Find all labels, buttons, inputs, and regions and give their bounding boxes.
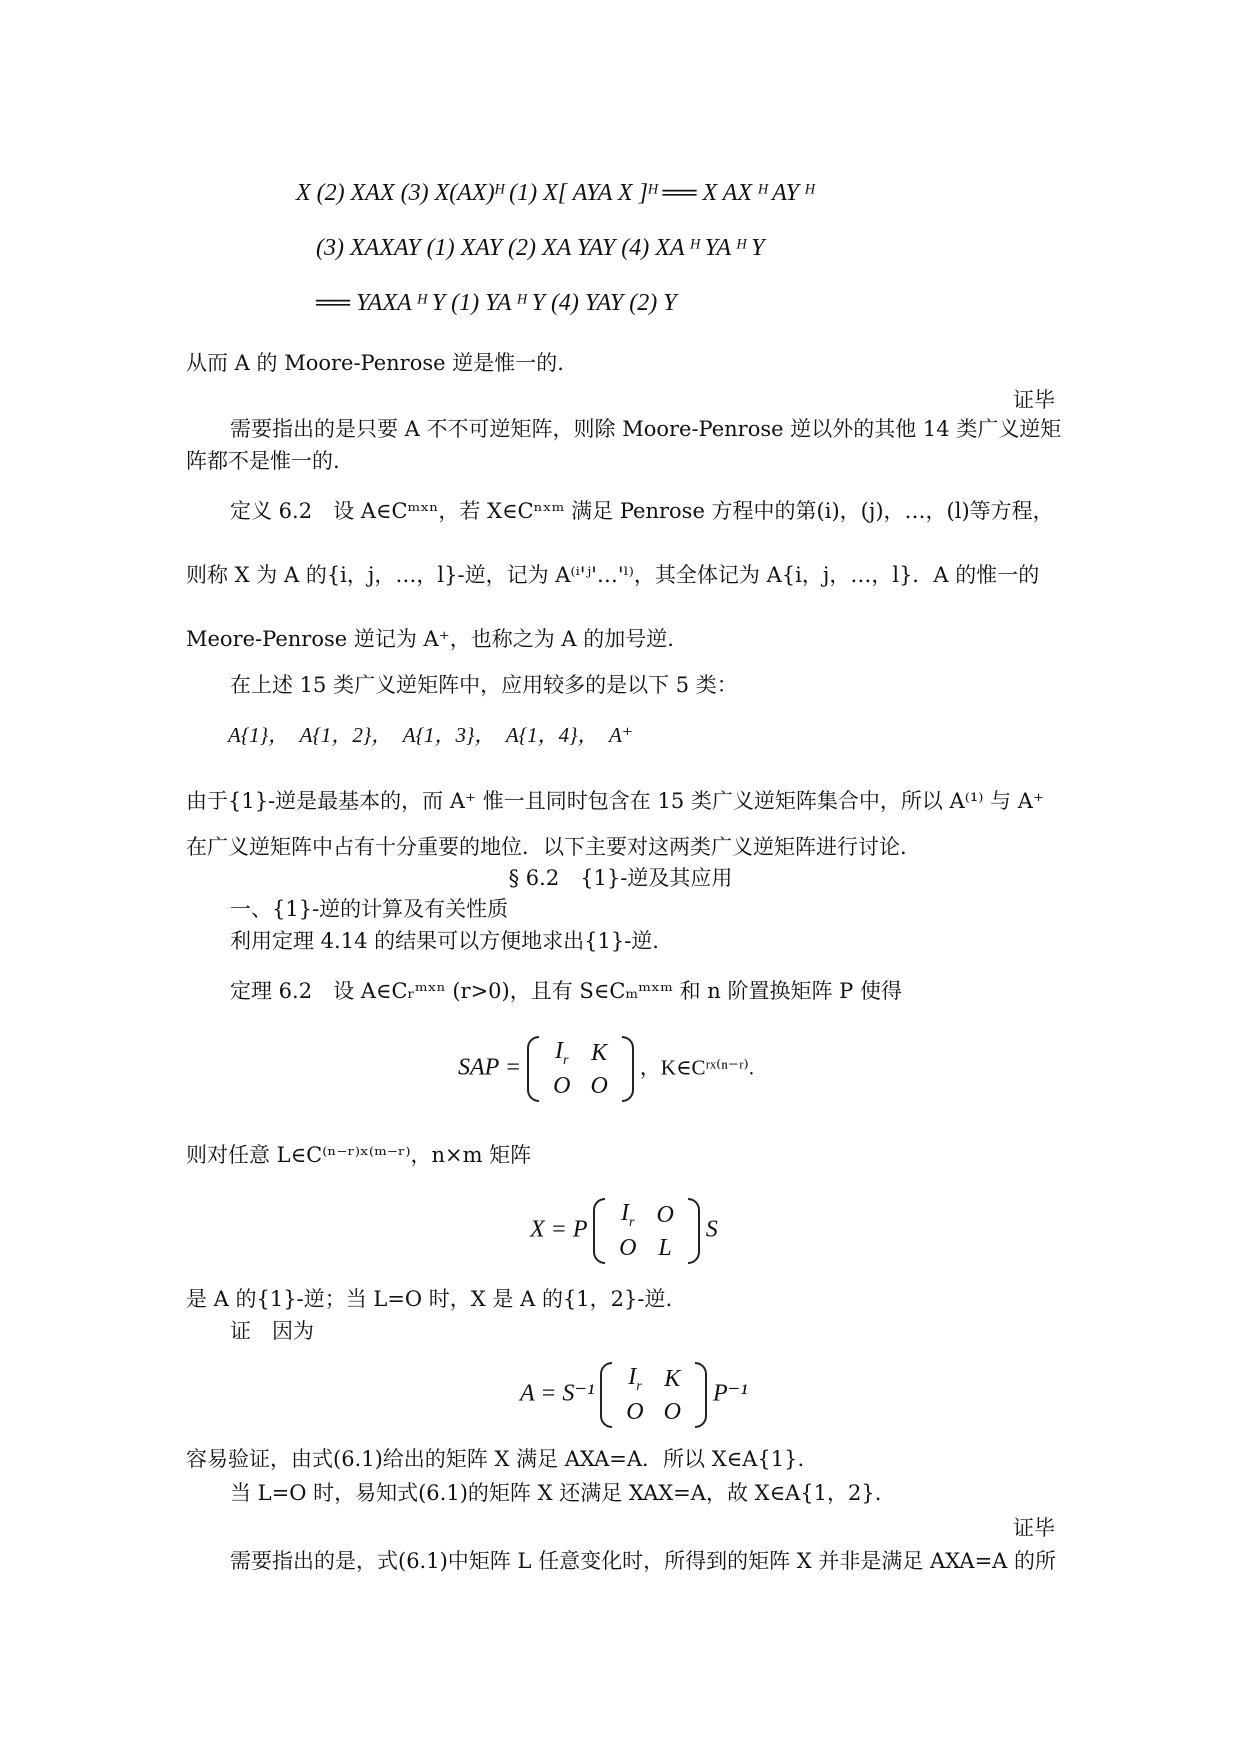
- proof-chain-line-3: ══ YAXA ᴴ Y (1) YA ᴴ Y (4) YAY (2) Y: [316, 290, 677, 316]
- m1-cell-22: O: [590, 1072, 608, 1099]
- m3-cell-21: O: [626, 1398, 644, 1425]
- m1-cell-11: $I_r$: [555, 1038, 569, 1068]
- matrix-block-1: [527, 1036, 634, 1102]
- m1-cell-21: O: [553, 1072, 571, 1099]
- equation-sap-rhs: ，K∈Cʳˣ⁽ⁿ⁻ʳ⁾.: [639, 1055, 754, 1080]
- use-theorem-text: 利用定理 4.14 的结果可以方便地求出{1}-逆.: [230, 929, 659, 953]
- m1-cell-12: K: [591, 1039, 608, 1066]
- m2-cell-21: O: [619, 1234, 637, 1261]
- m3-cell-12: K: [664, 1365, 681, 1392]
- equation-sap-lhs: SAP =: [458, 1054, 522, 1081]
- five-classes-list: A{1}， A{1，2}， A{1，3}， A{1，4}， A⁺: [228, 723, 633, 747]
- definition-line-3: Meore-Penrose 逆记为 A⁺，也称之为 A 的加号逆.: [186, 627, 674, 651]
- proof-chain-line-2: (3) XAXAY (1) XAY (2) XA YAY (4) XA ᴴ YA ᴴ Y: [316, 235, 765, 261]
- equation-x: [530, 1198, 718, 1264]
- m2-cell-12: O: [656, 1201, 674, 1228]
- is-1-inverse-text: 是 A 的{1}-逆；当 L=O 时，X 是 A 的{1，2}-逆.: [186, 1287, 673, 1311]
- note-paragraph-line-1: 需要指出的是只要 A 不不可逆矩阵，则除 Moore-Penrose 逆以外的其他 14 类广义逆矩: [230, 417, 1062, 441]
- basic-line-1: 由于{1}-逆是最基本的，而 A⁺ 惟一且同时包含在 15 类广义逆矩阵集合中，所以 A⁽¹⁾ 与 A⁺: [186, 789, 1045, 813]
- last-paragraph-line: 需要指出的是，式(6.1)中矩阵 L 任意变化时，所得到的矩阵 X 并非是满足 AXA=A 的所: [230, 1549, 1057, 1573]
- note-paragraph-line-2: 阵都不是惟一的.: [186, 449, 340, 473]
- proof-start: 证 因为: [230, 1319, 314, 1343]
- five-classes-intro: 在上述 15 类广义逆矩阵中，应用较多的是以下 5 类：: [230, 673, 738, 697]
- matrix-block-2: [593, 1198, 700, 1264]
- equation-sap: [458, 1036, 754, 1102]
- equation-a-lhs: A = S⁻¹: [520, 1380, 595, 1407]
- conclusion-text: 从而 A 的 Moore-Penrose 逆是惟一的.: [186, 351, 564, 375]
- definition-line-2: 则称 X 为 A 的{i，j，…，l}-逆，记为 A⁽ⁱ'ʲ'…'ˡ⁾，其全体记为 A{i，j，…，l}．A 的惟一的: [186, 563, 1040, 587]
- basic-line-2: 在广义逆矩阵中占有十分重要的地位．以下主要对这两类广义逆矩阵进行讨论.: [186, 835, 907, 859]
- verify-text: 容易验证，由式(6.1)给出的矩阵 X 满足 AXA=A．所以 X∈A{1}.: [186, 1447, 805, 1471]
- subsection-heading: 一、{1}-逆的计算及有关性质: [230, 897, 509, 921]
- equation-a: [520, 1362, 748, 1428]
- section-heading: § 6.2 {1}-逆及其应用: [508, 866, 733, 890]
- m3-cell-22: O: [663, 1398, 681, 1425]
- qed-mark-1: 证毕: [1013, 388, 1055, 412]
- m2-cell-11: $I_r$: [621, 1200, 635, 1230]
- m3-cell-11: $I_r$: [628, 1364, 642, 1394]
- then-text: 则对任意 L∈C⁽ⁿ⁻ʳ⁾ˣ⁽ᵐ⁻ʳ⁾，n×m 矩阵: [186, 1143, 532, 1167]
- proof-chain-line-1: X (2) XAX (3) X(AX)ᴴ (1) X[ AYA X ]ᴴ ══ X AX ᴴ AY ᴴ: [296, 180, 814, 206]
- equation-x-lhs: X = P: [530, 1216, 588, 1243]
- theorem-statement: 定理 6.2 设 A∈Cᵣᵐˣⁿ (r>0)，且有 S∈Cₘᵐˣᵐ 和 n 阶置换矩阵 P 使得: [230, 979, 902, 1003]
- qed-mark-2: 证毕: [1013, 1516, 1055, 1540]
- m2-cell-22: L: [658, 1234, 672, 1261]
- definition-line-1: 定义 6.2 设 A∈Cᵐˣⁿ，若 X∈Cⁿˣᵐ 满足 Penrose 方程中的第(i)，(j)，…，(l)等方程，: [230, 499, 1054, 523]
- when-l-o-text: 当 L=O 时，易知式(6.1)的矩阵 X 还满足 XAX=A，故 X∈A{1，2}.: [230, 1481, 882, 1505]
- equation-x-rhs: S: [705, 1216, 718, 1243]
- matrix-block-3: [600, 1362, 707, 1428]
- equation-a-rhs: P⁻¹: [712, 1380, 748, 1407]
